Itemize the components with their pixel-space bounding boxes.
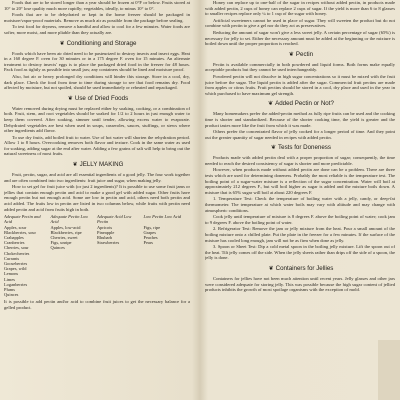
- table-column: [144, 225, 191, 298]
- table-cell: Rhubarb: [97, 235, 113, 241]
- table-cell: Apples, sour: [4, 224, 27, 230]
- section-heading-added-pectin: ❦ Added Pectin or Not?: [268, 100, 334, 108]
- table-cell: Cherries, sour: [4, 245, 29, 251]
- paragraph: Water removed during drying must be replaced either by soaking, cooking, or a combination of both. Fruit, stem, and root vegetables should be soaked for 1/2 to 2 hours in just enough water to keep them covered. After soaking, simmer until tender, allowing excess water to evaporate. Dehydrated vegetables are best when used in soups, casseroles, sauces, stuffings, or stews where other ingredients add flavor.: [4, 105, 190, 134]
- table-cell: Grapes, wild: [4, 266, 27, 272]
- table-cell: Chokecherries: [4, 250, 30, 256]
- left-column: [4, 0, 190, 400]
- table-cell: Peaches: [143, 235, 158, 241]
- table-cell: Apples, low-acid: [50, 224, 81, 230]
- section-heading-containers: ❦ Containers for Jellies: [268, 264, 334, 272]
- paragraph: Powdered pectin will not dissolve in high sugar concentrations so it must be mixed with the fruit juice before the sugar. The liquid pectin is added after the sugar. Commercial fruit pectins are made from apples or citrus fruits. Fruit pectins should be stored in a cool, dry place and used in the year in which purchased to have maximum gel strength.: [205, 73, 395, 96]
- table-header: Low Pectin Low Acid: [143, 214, 182, 220]
- table-cell: Figs, ripe: [143, 224, 161, 230]
- table-cell: Quinces: [4, 292, 19, 298]
- paragraph: Foods that are to be stored longer than a year should be frozen at 0°F or below. Fruits stored at 10° to 20° lose quality much more rapidly; vegetables, ideally, to minus 10° to 0°.: [4, 0, 190, 11]
- table-cell: Strawberries: [97, 240, 120, 246]
- paragraph: However, when products made without added pectin are done can be a problem. There are three tests which are used for determining doneness. Probably the most reliable is the temperature test. The boiling point of a sugar-water mixture is a reflection of the sugar concentration. Water will boil at approximately 212 degrees F., but will boil higher as sugar is added and the mixture boils down. A mixture that is 65% sugar will boil at about 220 degrees F.: [205, 167, 395, 195]
- table-header: Adequate Pectin and Acid: [4, 214, 41, 225]
- table-cell: Grapes: [143, 229, 156, 235]
- table-cell: Quinces: [50, 245, 65, 251]
- table-cell: Blackberries, sour: [4, 229, 36, 235]
- paragraph: Cook jelly until temperature of mixture is 8 degrees F. above the boiling point of water; cook jam to 9 degrees F. above the boiling point of water.: [205, 214, 395, 225]
- paragraph: It is possible to add pectin and/or acid to combine fruit juices to get the necessary balance for a gelled product.: [4, 299, 190, 311]
- table-cell: Figs, unripe: [50, 240, 72, 246]
- page-corner-shadow: [378, 340, 400, 400]
- section-heading-conditioning: ❦ Conditioning and Storage: [59, 39, 137, 47]
- section-heading-dried-foods: ❦ Use of Dried Foods: [67, 94, 129, 102]
- right-column: [205, 0, 395, 400]
- table-column: [4, 225, 51, 298]
- section-heading-pectin: ❦ Pectin: [288, 50, 314, 58]
- section-heading-jelly: ❦ JELLY MAKING: [72, 161, 124, 169]
- paragraph: To test food for dryness, remove a handful and allow to cool for a few minutes. Water foods are softer, more moist, and more pliable than they actually are.: [4, 24, 190, 35]
- leaf-ornament-icon: ❦: [268, 265, 274, 272]
- table-cell: Lemons: [4, 271, 19, 277]
- paragraph: How to set gel for fruit juice with (or just 2 ingredients)? It is possible to use some fruit jams or jellies that contain enough pectin and acid to make a good gel with added sugar. Other fruits have enough pectin but not enough acid. Some are low in pectin and acid, others need both pectin and acid added. The fruits low in pectin are listed in two columns below, while fruits with pectin need added pectin and acid from fruits high in both.: [4, 184, 190, 212]
- table-cell: Currants: [4, 255, 20, 261]
- paragraph: Others prefer the concentrated flavor of jelly cooked for a longer period of time. And they point out the greater quantity of sugar needed in recipes with added pectin.: [205, 129, 395, 140]
- table-column: [51, 225, 98, 298]
- paragraph: Pectin is available commercially in both powdered and liquid forms. Both forms make equally acceptable products but they cannot be used interchangeably.: [205, 61, 395, 73]
- paragraph: 1. Temperature Test: Check the temperature of boiling water with a jelly, candy, or deep-fat thermometer. The temperature at which water boils may vary with altitude and may change with atmospheric conditions.: [205, 196, 395, 213]
- table-cell: Limes: [4, 276, 15, 282]
- paragraph: Foods that are to be dehydrated or kept in the home freezer should be packaged in moisture/vapor-proof materials. Remove as much air as possible from the package before sealing.: [4, 12, 190, 23]
- table-cell: Plums: [4, 287, 15, 293]
- leaf-ornament-icon: ❦: [59, 40, 65, 47]
- fruit-pectin-table: [4, 214, 190, 297]
- table-cell: Pineapple: [97, 229, 115, 235]
- leaf-ornament-icon: ❦: [288, 51, 294, 58]
- leaf-ornament-icon: ❦: [67, 95, 73, 102]
- table-cell: Loganberries: [4, 281, 28, 287]
- paragraph: 2. Refrigerator Test: Remove the jam or jelly mixture from the heat. Pour a small amount of the boiling mixture onto a chilled plate. Put the plate in the freezer for a few minutes. If the surface of the mixture has cooled long enough, jam will not be as firm when done as jelly.: [205, 226, 395, 243]
- table-cell: Gooseberries: [4, 261, 28, 267]
- table-cell: Crabapples: [4, 235, 24, 241]
- leaf-ornament-icon: ❦: [268, 101, 274, 108]
- paragraph: Reducing the amount of sugar won't give a less sweet jelly. A certain percentage of sugar (65%) is necessary for jelly to set. Either the necessary amount must be added at the beginning or the mixture is boiled down until the proper proportion is reached.: [205, 29, 395, 47]
- paragraph: Containers for jellies have not been much attention until recent years. Jelly glasses and other jars were considered adequate for storing jelly. This was possible because the high sugar content of jellied products inhibits the growth of most spoilage organisms with the exception of mold.: [205, 275, 395, 293]
- table-cell: Cherries, sweet: [50, 235, 78, 241]
- section-heading-tests: ❦ Tests for Doneness: [271, 144, 331, 152]
- table-header: Adequate Acid Low Pectin: [97, 214, 132, 225]
- paragraph: 3. Spoon or Sheet Test: Dip a cold metal spoon in the boiling jelly mixture. Lift the spoon out of the heat. Tilt jelly comes off the side. When the jelly sheets rather than drips off the side of a spoon, the jelly is done.: [205, 244, 395, 261]
- paragraph: Artificial sweeteners cannot be used in place of sugar. They will sweeten the product but do not combine with pectin to give a gel nor do they act as preservatives.: [205, 17, 395, 29]
- paragraph: Many homemakers prefer the added-pectin method as fully ripe fruits can be used and the cooking time is shorter and standardized. Because of the shorter cooking time, the yield is greater and the product tastes more like the fruit from which it was made.: [205, 111, 395, 128]
- paragraph: Fruit, pectin, sugar, and acid are all essential ingredients of a good jelly. The four work together and are often combined into two ingredients: fruit juice and sugar, when making jelly.: [4, 172, 190, 183]
- paragraph: Honey can replace up to one-half of the sugar in recipes without added pectin, in products made with added pectin, 2 cups of honey can replace 2 cups of sugar. If the yield is more than 6 to 8 glasses to smaller recipes replace only ¼ to 1 cup of the sugar with honey.: [205, 0, 395, 17]
- paragraph: To use dry fruits, add boiled fruit to water. Use of hot water will shorten the rehydration period. Allow 1 to 8 hours. Overcooking removes both flavor and texture. Cook in the same water as used for soaking, adding sugar at the end after water. Adding a few grains of salt will help to bring out the natural sweetness of most fruits.: [4, 134, 190, 157]
- table-cell: Apricots: [97, 224, 113, 230]
- leaf-ornament-icon: ❦: [271, 145, 277, 152]
- paragraph: Also, hot air or heavy prolonged dry conditions will hinder this storage. Store in a cool, dry, dark place. Check the food from time to time during storage to see that food remains dry. Food affected by moisture, but not spoiled, should be used immediately or reheated and repackaged.: [4, 73, 190, 91]
- table-column: [97, 225, 144, 298]
- paragraph: Foods which have been air dried need to be pasteurized to destroy insects and insect eggs. Heat in a 160 degree F. oven for 30 minutes or in a 175 degree F. oven for 15 minutes. An alternate treatment to destroy insects' eggs is to place the packaged dried food in the freezer for 48 hours. Pack food as tightly as possible into small jars; any containers should be lined and moisture proof.: [4, 50, 190, 73]
- paragraph: Products made with added pectin deal with a proper proportion of sugar; consequently, the time needed to reach the desired consistency of sugar is shorter and more predictable.: [205, 155, 395, 166]
- table-header: Adequate Pectin Low Acid: [50, 214, 89, 225]
- table-cell: Cranberries: [4, 240, 25, 246]
- table-cell: Pears: [143, 240, 154, 246]
- leaf-ornament-icon: ❦: [72, 162, 78, 169]
- table-cell: Blackberries, ripe: [50, 229, 82, 235]
